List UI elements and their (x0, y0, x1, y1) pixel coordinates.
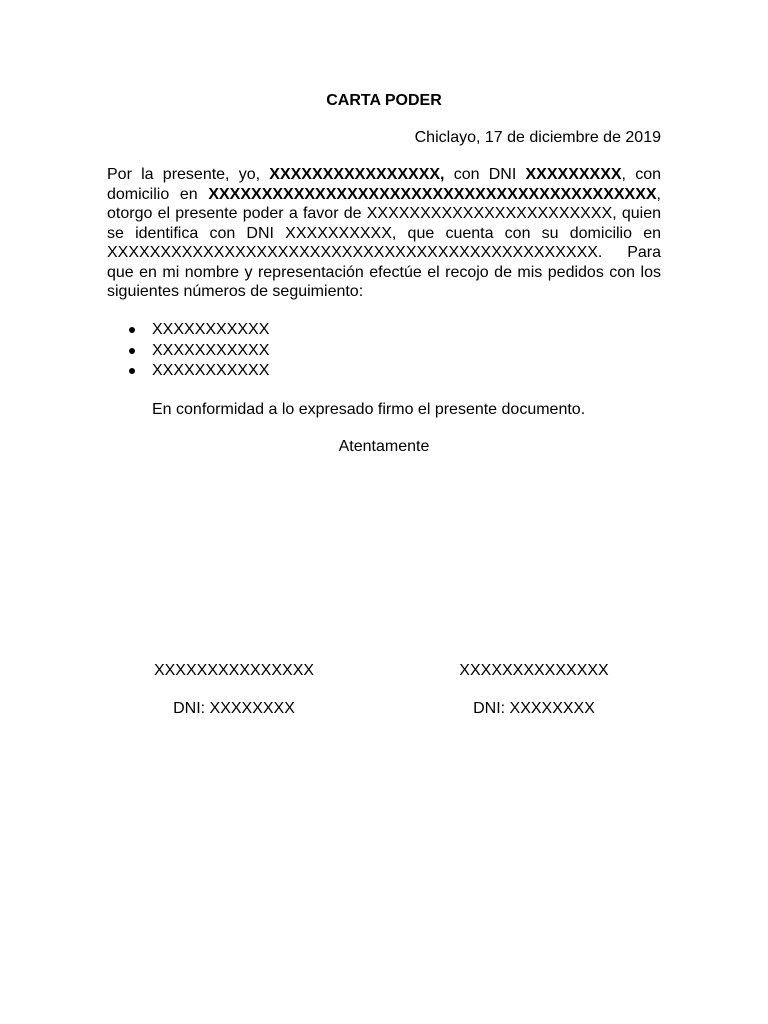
closing-salutation: Atentamente (338, 438, 430, 455)
signer-block-left (104, 661, 364, 719)
grantor-name: XXXXXXXXXXXXXXXX, (269, 166, 445, 183)
signer-dni: DNI: XXXXXXXX (473, 700, 595, 717)
grantor-address: XXXXXXXXXXXXXXXXXXXXXXXXXXXXXXXXXXXXXXXXXX (208, 185, 657, 203)
body-paragraph (107, 165, 661, 302)
signer-name: XXXXXXXXXXXXXX (459, 662, 609, 679)
list-item (129, 361, 269, 382)
document-title: CARTA PODER (326, 92, 442, 109)
paragraph-dni-label: con DNI (444, 166, 526, 183)
tracking-number: XXXXXXXXXXX (152, 362, 270, 379)
paragraph-rest: , otorgo el presente poder a favor de XXXXXXXXXXXXXXXXXXXXXXX, quien se identifica con DNI XXXXXXXXXX, que cuenta con su domicilio en XXXXXXXXXXXXXXXXXXXXXXXXXXXXXXXXXXXXXXXXXXXXXX. Para que en mi nombre y representación efectúe el recojo de mis pedidos con los siguientes números de seguimiento: (107, 185, 661, 300)
tracking-number: XXXXXXXXXXX (152, 321, 270, 338)
date-line: Chiclayo, 17 de diciembre de 2019 (414, 129, 661, 146)
tracking-number: XXXXXXXXXXX (152, 341, 270, 359)
list-item (129, 320, 269, 341)
paragraph-intro: Por la presente, yo, (107, 166, 270, 183)
bullet-icon (129, 327, 135, 333)
signer-dni: DNI: XXXXXXXX (173, 700, 295, 717)
paragraph-address-label: , con domicilio en (107, 166, 662, 203)
tracking-number-list (129, 320, 269, 382)
signer-name: XXXXXXXXXXXXXXX (153, 662, 315, 679)
list-item (129, 341, 269, 362)
bullet-icon (129, 368, 135, 374)
conformity-statement: En conformidad a lo expresado firmo el presente documento. (152, 401, 586, 418)
signer-block-right (404, 661, 664, 719)
bullet-icon (129, 348, 135, 354)
grantor-dni: XXXXXXXXX (525, 166, 622, 183)
